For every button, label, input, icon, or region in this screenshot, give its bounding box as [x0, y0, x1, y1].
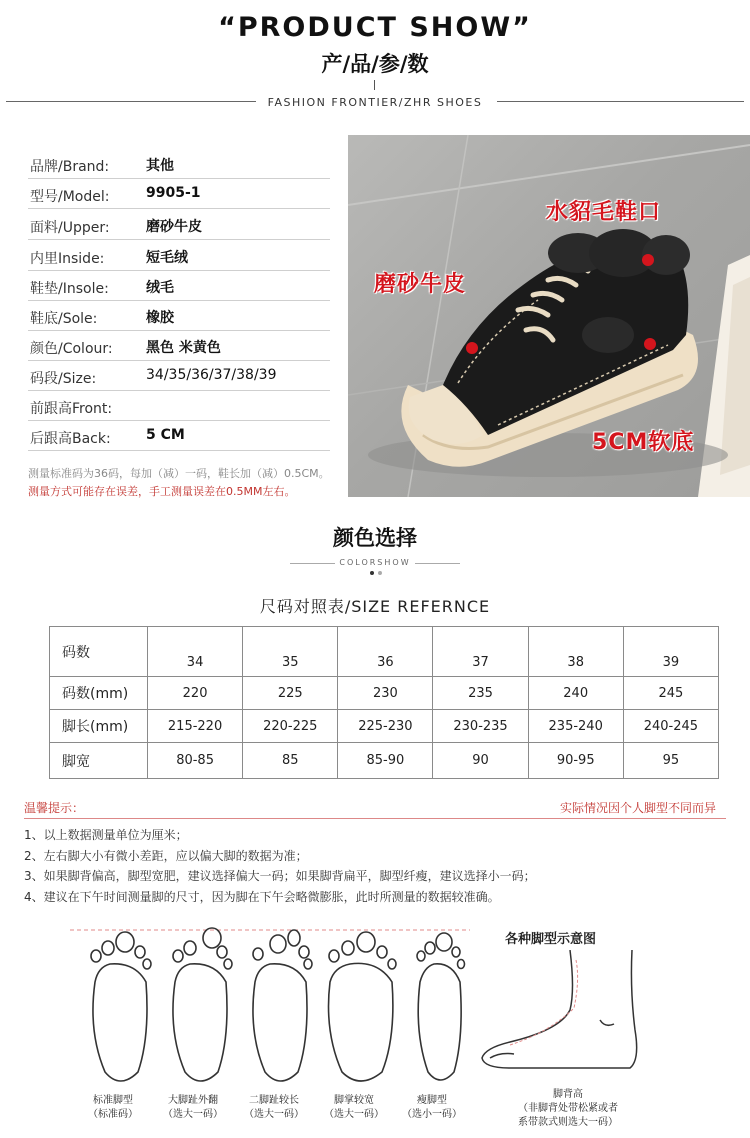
table-cell: 220 [148, 677, 243, 710]
foot-type-slim: 瘦脚型 （选小一码） [402, 1095, 462, 1120]
param-value: 橡胶 [146, 310, 174, 326]
table-cell: 34 [148, 627, 243, 677]
row-header: 码数 [50, 627, 148, 677]
param-label: 前跟高Front: [30, 401, 113, 417]
table-cell: 235 [433, 677, 528, 710]
table-cell: 240 [528, 677, 623, 710]
param-row-size [28, 361, 330, 391]
param-label: 品牌/Brand: [30, 159, 110, 175]
tip-item: 3、如果脚背偏高，脚型宽肥，建议选择偏大一码；如果脚背扁平，脚型纤瘦，建议选择小一码； [24, 869, 536, 883]
param-label: 鞋垫/Insole: [30, 281, 109, 297]
table-cell: 90 [433, 743, 528, 779]
table-cell: 90-95 [528, 743, 623, 779]
foot-type-high-instep: 脚背高 （非脚背处带松紧或者 系带款式则选大一码） [518, 1089, 618, 1128]
marker-dot-side [644, 338, 656, 350]
pager-dot [378, 571, 382, 575]
table-row [50, 677, 719, 710]
foot-outlines [60, 922, 480, 1092]
page-title: “PRODUCT SHOW” [218, 12, 532, 43]
table-cell: 38 [528, 627, 623, 677]
tips-title: 温馨提示： [24, 801, 85, 815]
foot-types-title: 各种脚型示意图 [505, 932, 597, 947]
table-cell: 230-235 [433, 710, 528, 743]
table-row [50, 710, 719, 743]
table-cell: 39 [623, 627, 718, 677]
param-row-colour [28, 331, 330, 361]
param-value: 磨砂牛皮 [146, 219, 202, 235]
tips-divider [24, 818, 726, 819]
pager-dot-active [370, 571, 374, 575]
table-cell: 220-225 [243, 710, 338, 743]
param-value: 其他 [146, 158, 174, 174]
row-header: 脚长(mm) [50, 710, 148, 743]
color-section-sub: COLORSHOW [339, 558, 411, 567]
param-row-inside [28, 241, 330, 271]
tip-item: 4、建议在下午时间测量脚的尺寸，因为脚在下午会略微膨胀，此时所测量的数据较准确。 [24, 890, 500, 904]
product-photo [348, 135, 750, 497]
tip-item: 1、以上数据测量单位为厘米； [24, 828, 188, 842]
foot-type-standard: 标准脚型 （标准码） [88, 1095, 138, 1120]
param-value: 短毛绒 [146, 250, 188, 266]
row-header: 脚宽 [50, 743, 148, 779]
marker-dot-collar [642, 254, 654, 266]
table-cell: 215-220 [148, 710, 243, 743]
param-row-insole [28, 271, 330, 301]
table-cell: 35 [243, 627, 338, 677]
color-rule-right [415, 563, 460, 564]
param-value: 34/35/36/37/38/39 [146, 367, 277, 383]
param-label: 颜色/Colour: [30, 341, 113, 357]
param-value: 5 CM [146, 427, 185, 443]
param-row-model [28, 179, 330, 209]
table-cell: 95 [623, 743, 718, 779]
param-value: 绒毛 [146, 280, 174, 296]
table-row [50, 743, 719, 779]
param-label: 码段/Size: [30, 371, 97, 387]
tip-item: 2、左右脚大小有微小差距，应以偏大脚的数据为准； [24, 849, 308, 863]
param-row-sole [28, 301, 330, 331]
table-cell: 80-85 [148, 743, 243, 779]
param-label: 面料/Upper: [30, 220, 110, 236]
param-row-back-heel [28, 421, 330, 451]
foot-type-bunion: 大脚趾外翻 （选大一码） [163, 1095, 223, 1120]
param-label: 后跟高Back: [30, 431, 111, 447]
size-table-title: 尺码对照表/SIZE REFERNCE [259, 597, 491, 616]
table-cell: 37 [433, 627, 528, 677]
table-row [50, 627, 719, 677]
page-subtitle: 产/品/参/数 [321, 52, 429, 76]
param-row-brand [28, 149, 330, 179]
size-table [49, 626, 719, 779]
marker-dot-upper [466, 342, 478, 354]
table-cell: 225-230 [338, 710, 433, 743]
header-tagline: FASHION FRONTIER/ZHR SHOES [267, 96, 483, 109]
foot-type-wide: 脚掌较宽 （选大一码） [324, 1095, 384, 1120]
error-note: 测量方式可能存在误差，手工测量误差在0.5MM左右。 [28, 485, 296, 498]
row-header: 码数(mm) [50, 677, 148, 710]
table-cell: 235-240 [528, 710, 623, 743]
table-cell: 85-90 [338, 743, 433, 779]
param-row-upper [28, 210, 330, 240]
callout-collar: 水貂毛鞋口 [546, 200, 662, 225]
table-cell: 240-245 [623, 710, 718, 743]
param-value: 黑色 米黄色 [146, 340, 221, 356]
callout-upper: 磨砂牛皮 [374, 272, 467, 297]
header-divider-tick [374, 80, 375, 90]
table-cell: 36 [338, 627, 433, 677]
param-label: 鞋底/Sole: [30, 311, 98, 327]
table-cell: 230 [338, 677, 433, 710]
table-cell: 85 [243, 743, 338, 779]
callout-sole: 5CM软底 [592, 430, 695, 455]
color-section-title: 颜色选择 [333, 526, 417, 550]
param-label: 内里Inside: [30, 251, 105, 267]
measure-note: 测量标准码为36码，每加（减）一码，鞋长加（减）0.5CM。 [28, 467, 330, 480]
instep-foot-illustration [470, 950, 645, 1080]
foot-type-long-second-toe: 二脚趾较长 （选大一码） [244, 1095, 304, 1120]
param-row-front-heel [28, 391, 330, 421]
table-cell: 225 [243, 677, 338, 710]
tips-disclaimer: 实际情况因个人脚型不同而异 [559, 801, 716, 815]
param-label: 型号/Model: [30, 189, 110, 205]
table-cell: 245 [623, 677, 718, 710]
param-value: 9905-1 [146, 185, 201, 201]
